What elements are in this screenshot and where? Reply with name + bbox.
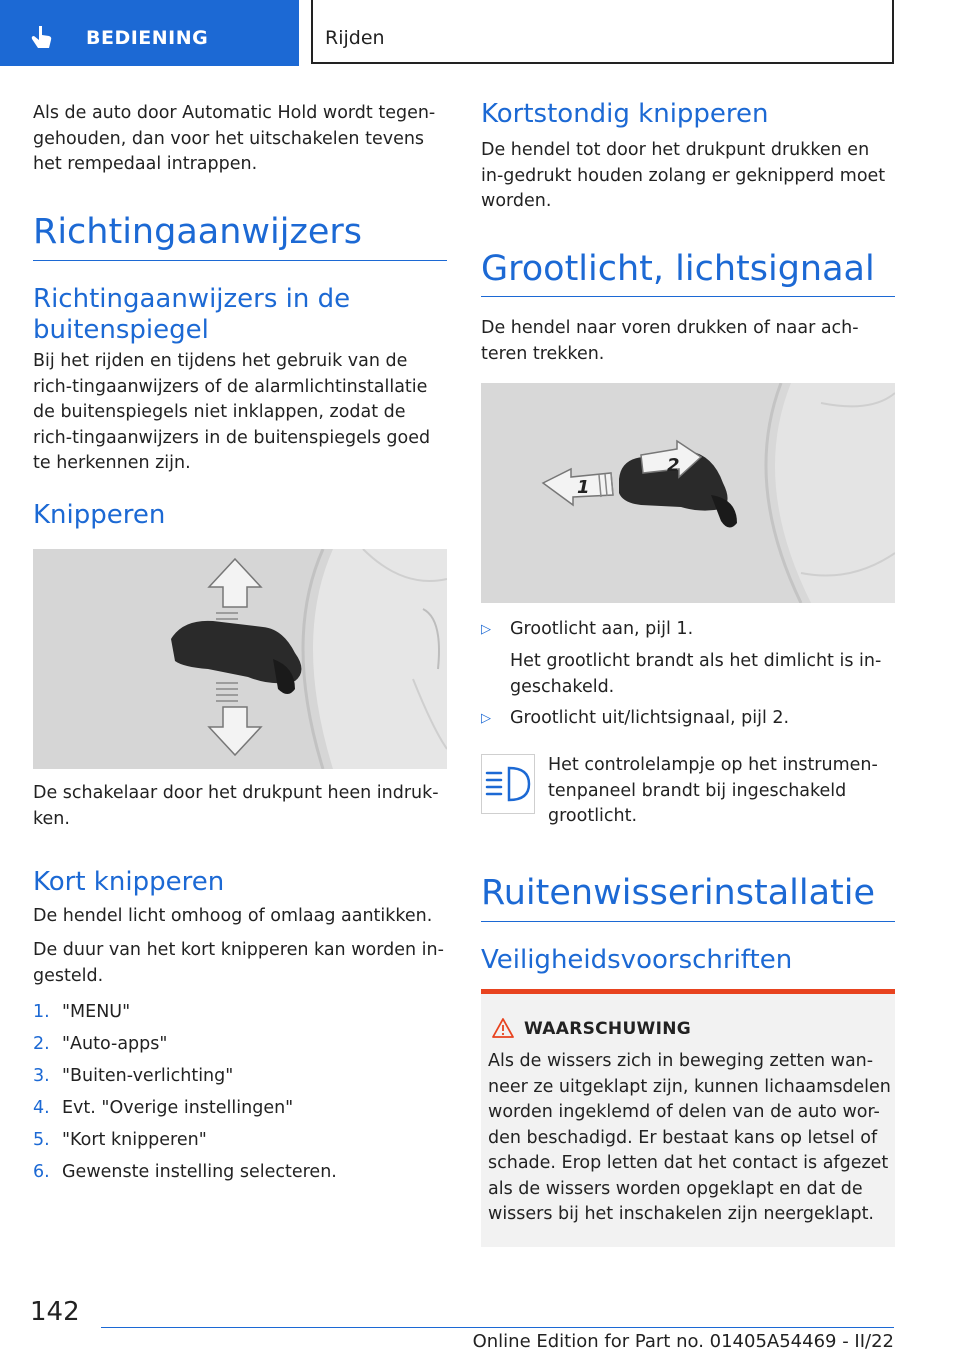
paragraph-kort-2: De duur van het kort knipperen kan worden in-gesteld. — [33, 940, 444, 986]
warning-bar — [481, 989, 895, 994]
paragraph-kortstondig: De hendel tot door het drukpunt drukken en in-gedrukt houden zolang er geknipperd moet worden. — [481, 140, 886, 211]
chapter-box — [311, 0, 894, 64]
paragraph-indicator: Het controlelampje op het instrumen-tenpaneel brandt bij ingeschakeld grootlicht. — [548, 755, 878, 826]
warning-triangle-icon — [491, 1017, 515, 1039]
list-item: 4. Evt. "Overige instellingen" — [33, 1098, 294, 1118]
list-item: 2. "Auto-apps" — [33, 1034, 168, 1054]
footer-rule — [101, 1327, 894, 1328]
heading-richtingaanwijzers: Richtingaanwijzers — [33, 212, 362, 252]
heading-kort-knipperen: Kort knipperen — [33, 867, 225, 897]
high-beam-indicator-icon — [481, 754, 535, 814]
high-beam-lever-image — [481, 383, 895, 603]
bullet-triangle-icon: ▷ — [481, 711, 491, 726]
hand-pointer-icon — [30, 24, 54, 50]
chapter-label: Rijden — [325, 27, 385, 49]
paragraph-buitenspiegel: Bij het rijden en tijdens het gebruik van de rich-tingaanwijzers of de alarmlichtinstallatie de buitenspiegels niet inklappen, zodat de rich-tingaanwijzers in de buitenspiegels goed te herkennen zijn. — [33, 351, 431, 473]
heading-knipperen: Knipperen — [33, 500, 166, 530]
heading-rule — [481, 296, 895, 297]
turn-signal-lever-image — [33, 549, 447, 769]
list-item: 6. Gewenste instelling selecteren. — [33, 1162, 337, 1182]
arrow-1-label: 1 — [577, 477, 590, 498]
paragraph-grootlicht: De hendel naar voren drukken of naar ach-teren trekken. — [481, 318, 859, 364]
page-number: 142 — [30, 1297, 80, 1327]
intro-paragraph: Als de auto door Automatic Hold wordt tegen-gehouden, dan voor het uitschakelen tevens het rempedaal intrappen. — [33, 103, 436, 174]
heading-rule — [33, 260, 447, 261]
warning-box — [481, 989, 895, 1247]
steps-list — [33, 1000, 447, 1192]
heading-kortstondig: Kortstondig knipperen — [481, 99, 769, 129]
heading-grootlicht: Grootlicht, lichtsignaal — [481, 249, 875, 289]
footer-edition: Online Edition for Part no. 01405A54469 - II/22 — [472, 1331, 894, 1352]
section-tab — [0, 0, 299, 66]
list-item: 3. "Buiten-verlichting" — [33, 1066, 234, 1086]
heading-rule — [481, 921, 895, 922]
section-label: BEDIENING — [86, 27, 209, 49]
heading-buitenspiegel: Richtingaanwijzers in de buitenspiegel — [33, 284, 351, 345]
bullet-grootlicht-aan-sub: Het grootlicht brandt als het dimlicht is in-geschakeld. — [510, 651, 882, 697]
bullet-triangle-icon: ▷ — [481, 622, 491, 637]
paragraph-knipperen: De schakelaar door het drukpunt heen indruk-ken. — [33, 783, 439, 829]
warning-title: WAARSCHUWING — [524, 1019, 692, 1039]
list-item: 1. "MENU" — [33, 1002, 131, 1022]
list-item: 5. "Kort knipperen" — [33, 1130, 207, 1150]
arrow-2-label: 2 — [667, 455, 680, 476]
warning-text: Als de wissers zich in beweging zetten wan-neer ze uitgeklapt zijn, kunnen lichaamsdelen worden ingeklemd of delen van de auto wor-den beschadigd. Er bestaat kans op letsel of schade. Erop letten dat het contact is afgezet als de wissers worden opgeklapt en dat de wissers bij het inschakelen zijn neergeklapt. — [488, 1051, 891, 1224]
paragraph-kort-1: De hendel licht omhoog of omlaag aantikken. — [33, 906, 433, 926]
heading-veiligheid: Veiligheidsvoorschriften — [481, 945, 793, 975]
heading-ruitenwisser: Ruitenwisserinstallatie — [481, 873, 876, 913]
